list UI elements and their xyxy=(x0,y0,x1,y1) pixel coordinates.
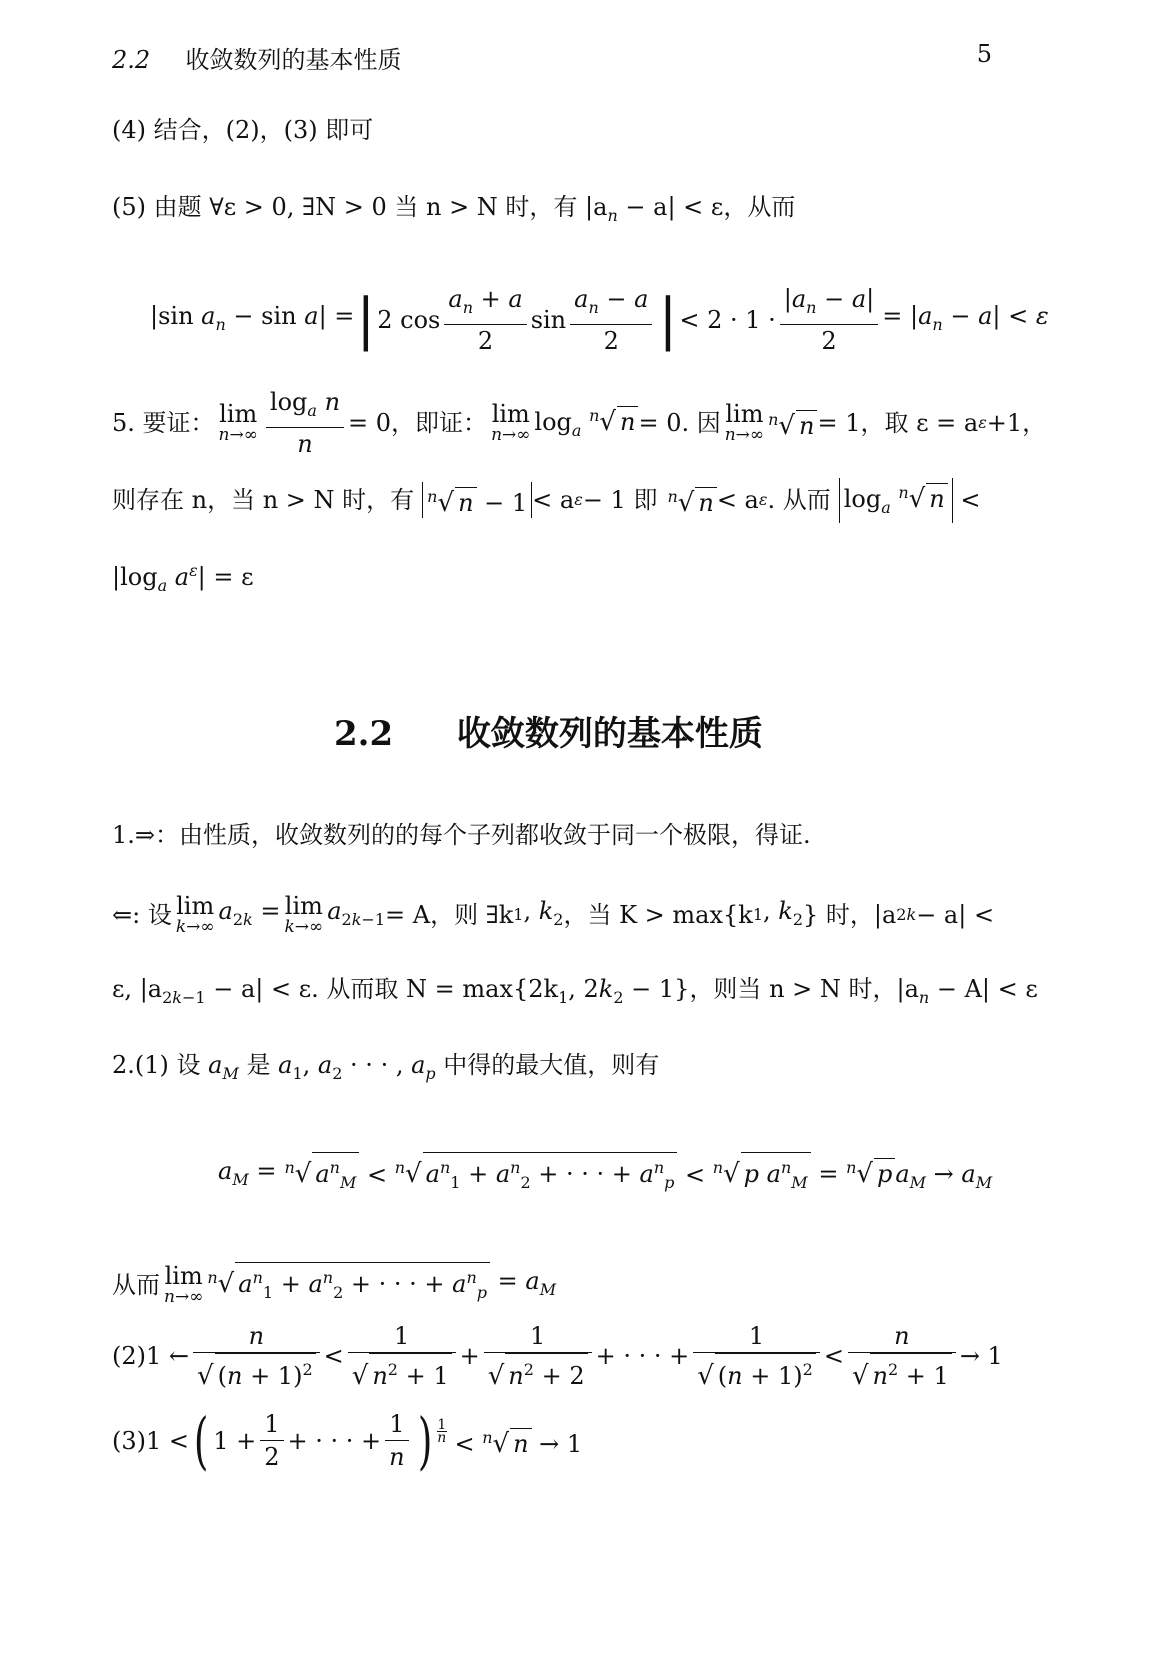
problem-2-part3: (3)1 < ( 1 + $\frac{1}{2}$ + · · · + $\frac{1}{n}$ ) $\frac{1}{n}$ < $^n$√ n → 1 xyxy=(112,1403,583,1477)
problem-5-line2-text: 则存在 n，当 n > N 时，有 xyxy=(112,486,415,515)
item-5-intro-tail: − a| < ε，从而 xyxy=(617,193,796,221)
part3-label: (3)1 < xyxy=(112,1426,190,1455)
equation-sin-diff: |sin $a_n - \sin a|$ = | 2 cos $\frac{a_n + a}{2}$ sin $\frac{a_n - a}{2}$ | < 2 · 1 · $\frac{|a_n - a|}{2}$ = $|a_n - a| < \varepsilon$ xyxy=(150,285,1049,355)
problem-2-thus-label: 从而 xyxy=(112,1270,160,1299)
problem-2-thus: 从而 lim n→∞ $^n$√ $a^n_1 + a^n_2$ + · · · + $a^n_p$ = $a_M$ xyxy=(112,1261,557,1307)
item-5-intro-text: (5) 由题 ∀ε > 0, ∃N > 0 当 n > N 时，有 |a xyxy=(112,193,608,221)
problem-5-line3: $|\log_a$ $a^\varepsilon| = \varepsilon$ xyxy=(112,561,254,595)
equation-max-root: $a_M$ = $^n$√ $a^n_M$ < $^n$√ $a^n_1 + a^n_2$ + · · · + $a^n_p$ < $^n$√ p $a^n_M$ = $^n$√ p $a_M \to a_M$ xyxy=(218,1152,992,1198)
problem-1-line2: ⇐: 设 lim k→∞ $a_{2k}$ = lim k→∞ $a_{2k-1}$ = A，则 ∃k 1 , $k_2$ ，当 K > max{k 1 , $k_2$ } 时，|a 2k − a| < xyxy=(112,892,995,937)
section-heading xyxy=(334,706,763,755)
item-5-intro: (5) 由题 ∀ε > 0, ∃N > 0 当 n > N 时，有 $|a_n - a| < \varepsilon$，从而 xyxy=(112,193,796,225)
problem-1-line3b: − a| < ε. 从而取 N = max{2k xyxy=(205,975,559,1003)
problem-5-line2: 则存在 n，当 n > N 时，有 $^n$√ n − 1 < a ε − 1 即 $^n$√ n < a ε . 从而 $\log_a ^n√$ n < xyxy=(112,478,981,523)
problem-5-label: 5. 要证： xyxy=(112,408,215,437)
problem-5-line2e: . 从而 xyxy=(767,486,831,515)
problem-1-line1: 1.⇒：由性质，收敛数列的的每个子列都收敛于同一个极限，得证. xyxy=(112,821,811,849)
problem-1-line2b: = A，则 ∃k xyxy=(385,901,514,929)
section-number: 2.2 xyxy=(334,714,394,754)
problem-5-because: = 0. 因 xyxy=(638,408,721,437)
problem-2-line1b: 是 xyxy=(246,1051,271,1079)
header-title: 收敛数列的基本性质 xyxy=(185,46,402,74)
problem-5-line1: 5. 要证： lim n→∞ $\frac{\log_a n}{n}$ = 0，即证： lim n→∞ $\log_a ^n√$ n = 0. 因 lim n→∞ $^n$√ n = 1，取 ε = a ε +1， xyxy=(112,388,1047,458)
problem-5-take-tail: +1， xyxy=(986,408,1047,437)
problem-1-line3c: − 1}，则当 n > N 时，|a xyxy=(623,975,919,1003)
problem-2-line1c: 中得的最大值，则有 xyxy=(443,1051,660,1079)
problem-2-part2: (2)1 ← $\frac{n}{√ (n + 1)^2}$ < $\frac{1}{√ n^2 + 1}$ + $\frac{1}{√ n^2 + 2}$ + · · · + $\frac{1}{√ (n + 1)^2}$ < $\frac{n}{√ n^2 + 1}$ → 1 xyxy=(112,1322,1003,1391)
problem-5-eq0: = 0，即证： xyxy=(348,408,488,437)
problem-1-line2e: − a| < xyxy=(916,901,995,929)
problem-1-line3: ε, $|a_{2k-1} - a| < \varepsilon$. 从而取 $N = \max\{2k_1$, $2k_2 - 1$}，则当 n > N 时，$|a_n - A| < \varepsilon$ xyxy=(112,975,1038,1007)
header-section: 2.2 xyxy=(112,46,151,74)
problem-1-line2d: } 时，|a xyxy=(803,901,897,929)
problem-5-take: = 1，取 ε = a xyxy=(817,408,979,437)
problem-1-line3d: − A| < ε xyxy=(929,975,1038,1003)
problem-1-line2a: ⇐: 设 xyxy=(112,901,172,929)
part2-label: (2)1 ← xyxy=(112,1342,190,1370)
problem-2-line1a: 2.(1) 设 xyxy=(112,1051,201,1079)
problem-1-line2c: ，当 K > max{k xyxy=(563,901,753,929)
item-4: (4) 结合，(2)，(3) 即可 xyxy=(112,116,374,144)
problem-5-line2d: < a xyxy=(716,486,759,515)
problem-5-line2c: − 1 即 xyxy=(582,486,658,515)
problem-2-line1: 2.(1) 设 $a_M$ 是 $a_1$, $a_2$ · · · , $a_p$ 中得的最大值，则有 xyxy=(112,1051,660,1083)
problem-5-line3-tail: = ε xyxy=(205,563,254,591)
running-header xyxy=(112,40,401,75)
problem-1-line3a: ε, |a xyxy=(112,975,163,1003)
page-number: 5 xyxy=(976,40,992,68)
section-title: 收敛数列的基本性质 xyxy=(456,714,763,754)
problem-5-line2b: < a xyxy=(532,486,575,515)
